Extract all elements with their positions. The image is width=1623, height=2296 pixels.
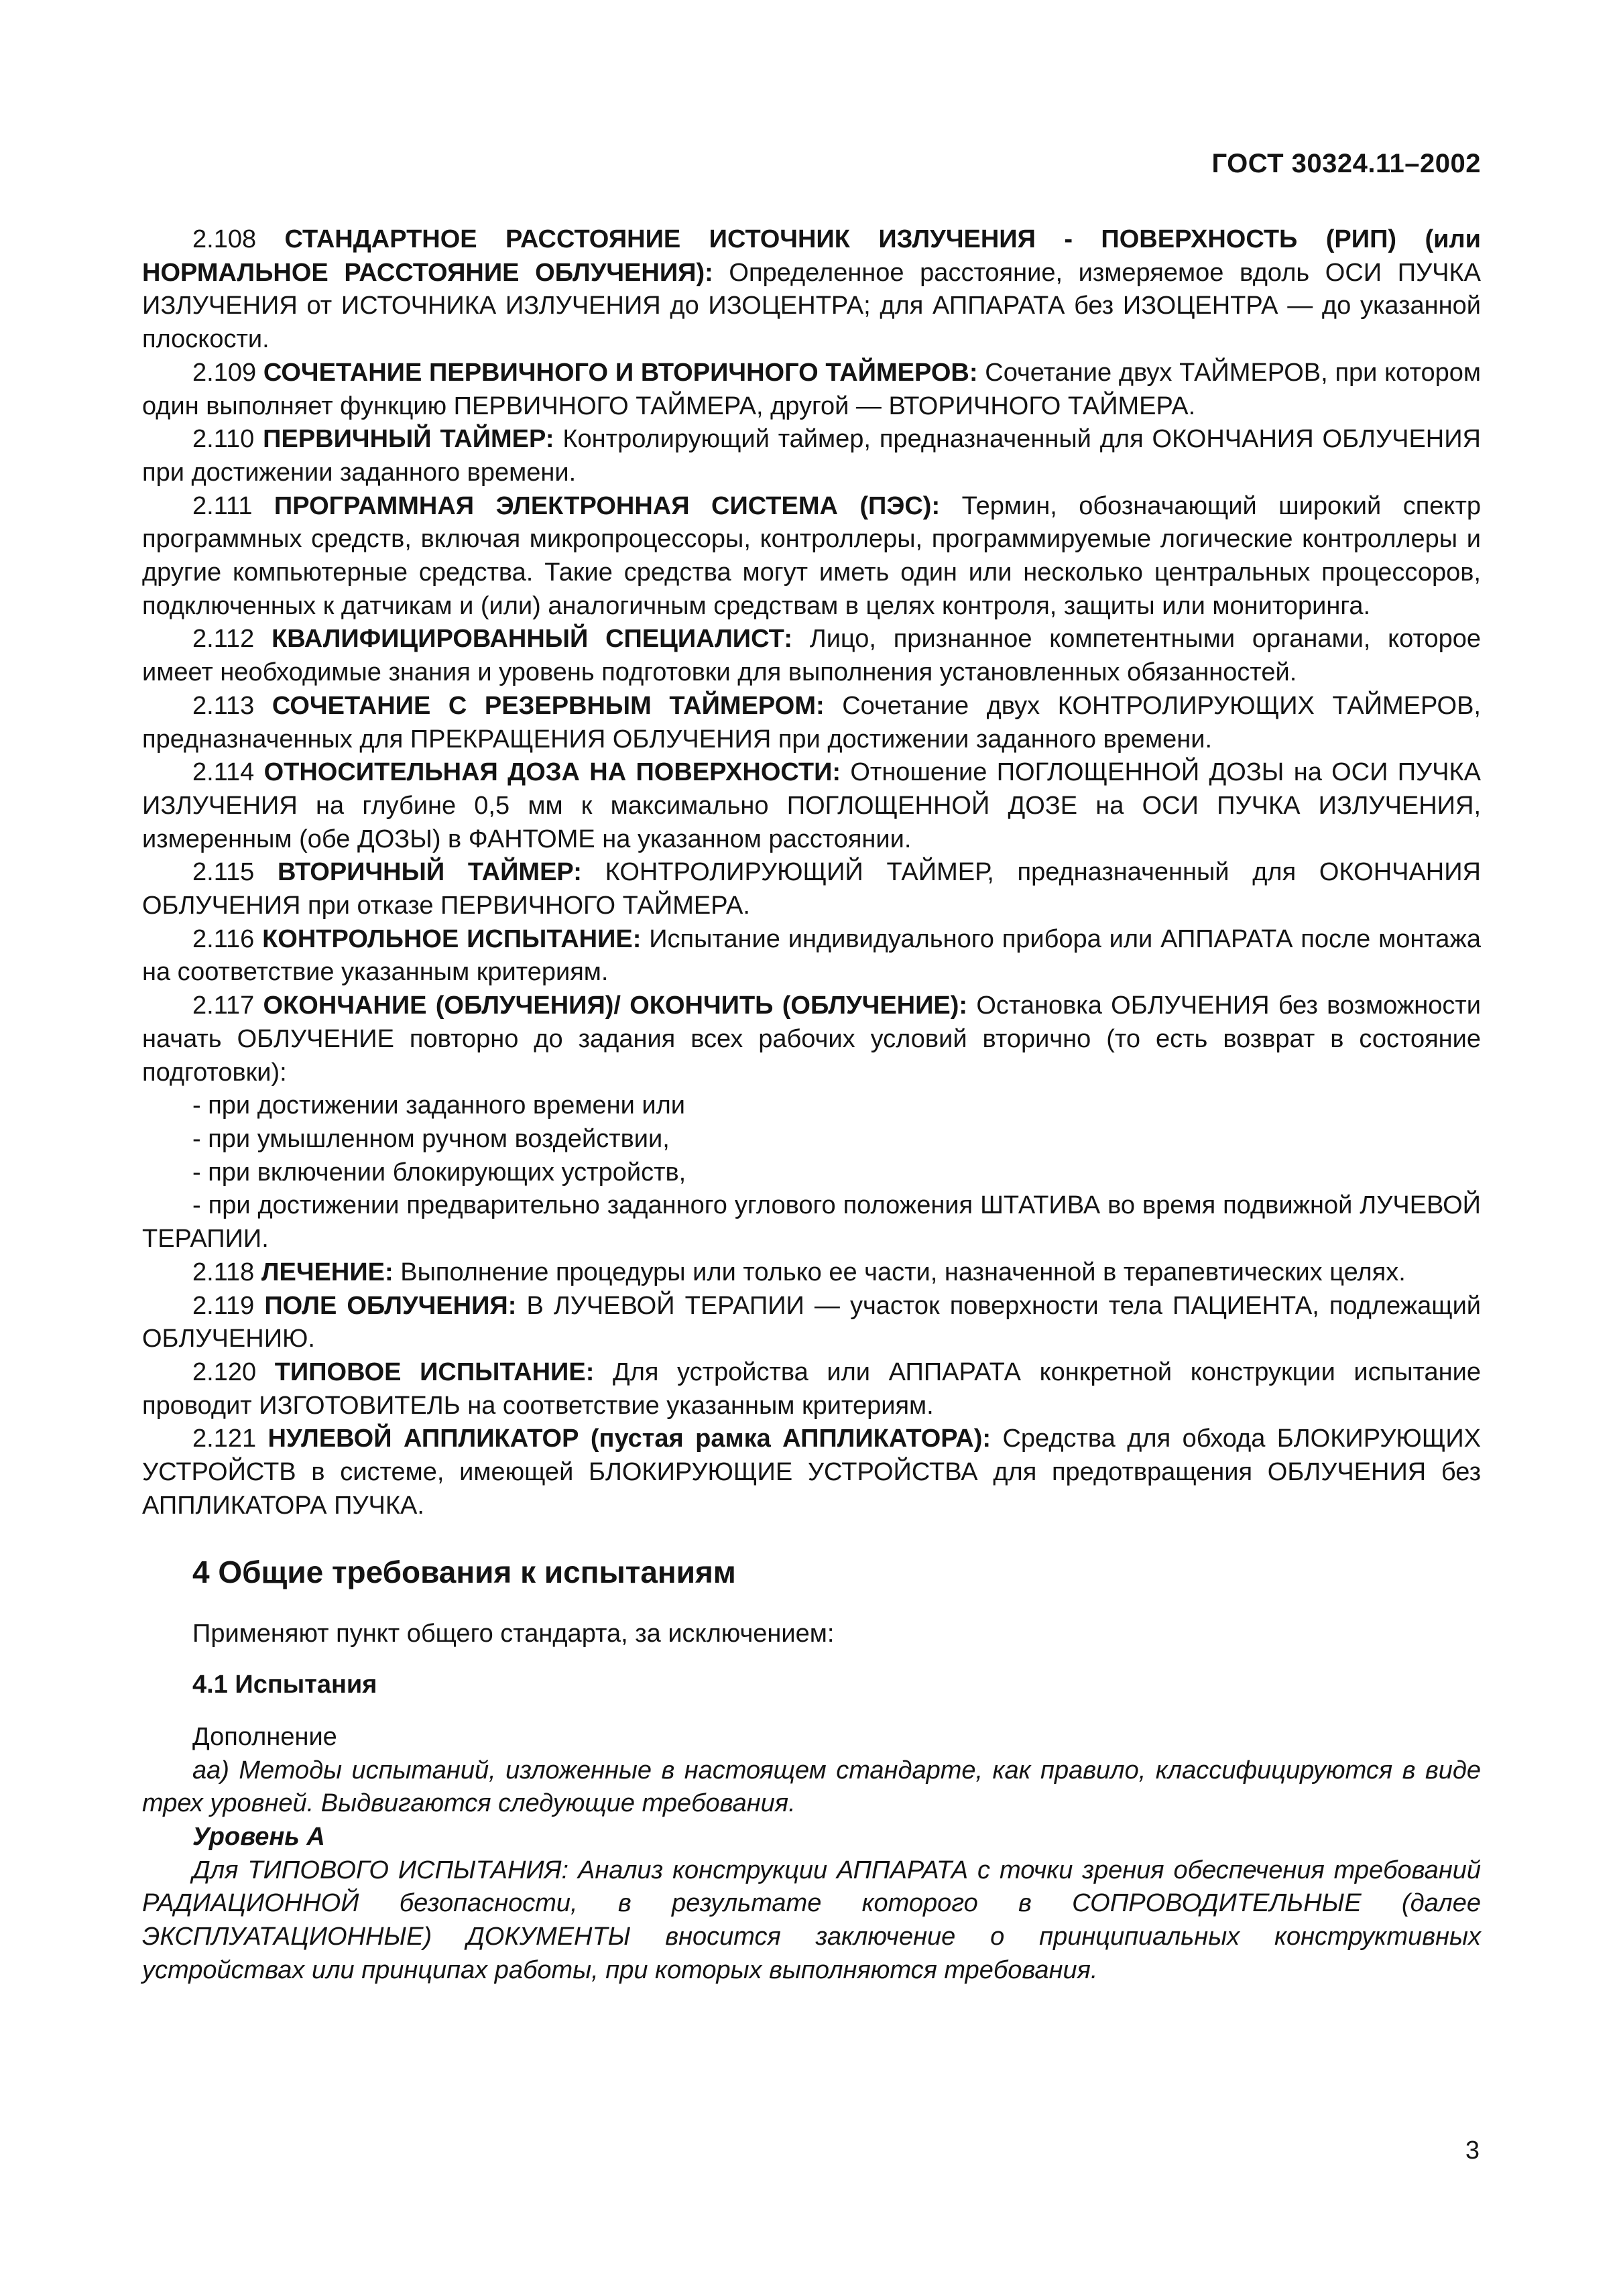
definition-2-117	[142, 989, 1481, 1089]
level-a-label: Уровень А	[192, 1822, 325, 1851]
definition-2-111	[142, 490, 1481, 623]
clause-number: 2.109	[192, 358, 257, 387]
definition-2-119	[142, 1290, 1481, 1356]
definition-text: Контролирующий таймер, предназначенный для ОКОНЧАНИЯ ОБЛУЧЕНИЯ при достижении заданного времени.	[142, 425, 1481, 487]
defined-term: ОТНОСИТЕЛЬНАЯ ДОЗА НА ПОВЕРХНОСТИ:	[263, 758, 841, 787]
definition-text: Сочетание двух КОНТРОЛИРУЮЩИХ ТАЙМЕРОВ, предназначенных для ПРЕКРАЩЕНИЯ ОБЛУЧЕНИЯ при достижении заданного времени.	[142, 691, 1481, 753]
defined-term: ТИПОВОЕ ИСПЫТАНИЕ:	[274, 1357, 595, 1386]
definition-text: В ЛУЧЕВОЙ ТЕРАПИИ — участок поверхности тела ПАЦИЕНТА, подлежащий ОБЛУЧЕНИЮ.	[142, 1291, 1482, 1353]
defined-term: ПРОГРАММНАЯ ЭЛЕКТРОННАЯ СИСТЕМА (ПЭС):	[274, 491, 941, 520]
clause-number: 2.116	[192, 924, 255, 953]
clause-number: 2.108	[192, 225, 257, 253]
definition-2-114	[142, 756, 1481, 856]
defined-term: ВТОРИЧНЫЙ ТАЙМЕР:	[278, 858, 582, 887]
definition-2-121	[142, 1423, 1481, 1522]
addition-label: Дополнение	[192, 1722, 337, 1751]
defined-term: СОЧЕТАНИЕ ПЕРВИЧНОГО И ВТОРИЧНОГО ТАЙМЕРОВ:	[263, 358, 978, 387]
definition-text: Средства для обхода БЛОКИРУЮЩИХ УСТРОЙСТВ в системе, имеющей БЛОКИРУЮЩИЕ УСТРОЙСТВА для предотвращения ОБЛУЧЕНИЯ без АППЛИКАТОРА ПУЧКА.	[142, 1425, 1482, 1520]
clause-number: 2.111	[192, 491, 253, 520]
document-code-header: ГОСТ 30324.11–2002	[1211, 149, 1481, 178]
defined-term: СТАНДАРТНОЕ РАССТОЯНИЕ ИСТОЧНИК ИЗЛУЧЕНИЯ - ПОВЕРХНОСТЬ (РИП) (или НОРМАЛЬНОЕ РАССТОЯНИЕ ОБЛУЧЕНИЯ):	[142, 225, 1481, 287]
defined-term: НУЛЕВОЙ АППЛИКАТОР (пустая рамка АППЛИКАТОРА):	[267, 1425, 991, 1453]
section-heading: 4 Общие требования к испытаниям	[192, 1555, 736, 1590]
defined-term: ПОЛЕ ОБЛУЧЕНИЯ:	[264, 1291, 517, 1320]
definition-2-115	[142, 856, 1481, 922]
definition-2-109	[142, 357, 1481, 423]
level-a-text: Для ТИПОВОГО ИСПЫТАНИЯ: Анализ конструкции АППАРАТА с точки зрения обеспечения требований РАДИАЦИОННОЙ безопасности, в результате которого в СОПРОВОДИТЕЛЬНЫЕ (далее ЭКСПЛУАТАЦИОННЫЕ) ДОКУМЕНТЫ вносится заключение о принципиальных конструктивных устройствах или принципах работы, при которых выполняются требования.	[142, 1856, 1481, 1984]
defined-term: ПЕРВИЧНЫЙ ТАЙМЕР:	[263, 425, 554, 454]
clause-number: 2.118	[192, 1258, 255, 1286]
definition-text: Определенное расстояние, измеряемое вдоль ОСИ ПУЧКА ИЗЛУЧЕНИЯ от ИСТОЧНИКА ИЗЛУЧЕНИЯ до ИЗОЦЕНТРА; для АППАРАТА без ИЗОЦЕНТРА — до указанной плоскости.	[142, 258, 1481, 354]
definition-2-108	[142, 223, 1481, 357]
clause-number: 2.115	[192, 858, 255, 887]
subsection-heading: 4.1 Испытания	[192, 1671, 377, 1699]
page-number: 3	[1465, 2136, 1480, 2165]
clause-number: 2.110	[192, 425, 255, 454]
definition-2-112	[142, 623, 1481, 689]
definition-text: Выполнение процедуры или только ее части, назначенной в терапевтических целях.	[400, 1258, 1406, 1286]
definition-text: Сочетание двух ТАЙМЕРОВ, при котором один выполняет функцию ПЕРВИЧНОГО ТАЙМЕРА, другой — ВТОРИЧНОГО ТАЙМЕРА.	[142, 358, 1481, 420]
clause-number: 2.119	[192, 1291, 255, 1320]
definition-text: Лицо, признанное компетентными органами, которое имеет необходимые знания и уровень подготовки для выполнения установленных обязанностей.	[142, 625, 1481, 687]
defined-term: ОКОНЧАНИЕ (ОБЛУЧЕНИЯ)/ ОКОНЧИТЬ (ОБЛУЧЕНИЕ):	[263, 991, 968, 1020]
section-intro: Применяют пункт общего стандарта, за исключением:	[192, 1620, 835, 1648]
definition-text: Термин, обозначающий широкий спектр программных средств, включая микропроцессоры, контроллеры, программируемые логические контроллеры и другие компьютерные средства. Такие средства могут иметь один или несколько центральных процессоров, подключенных к датчикам и (или) аналогичным средствам в целях контроля, защиты или мониторинга.	[142, 491, 1481, 620]
page-body	[142, 223, 1481, 1987]
item-aa: аа) Методы испытаний, изложенные в настоящем стандарте, как правило, классифицируются в виде трех уровней. Выдвигаются следующие требования.	[142, 1756, 1481, 1818]
defined-term: КОНТРОЛЬНОЕ ИСПЫТАНИЕ:	[262, 924, 642, 953]
definition-text: Испытание индивидуального прибора или АППАРАТА после монтажа на соответствие указанным критериям.	[142, 924, 1481, 987]
clause-number: 2.117	[192, 991, 255, 1020]
list-item: - при включении блокирующих устройств,	[192, 1158, 686, 1187]
defined-term: ЛЕЧЕНИЕ:	[261, 1258, 394, 1286]
clause-number: 2.114	[192, 758, 255, 787]
clause-number: 2.121	[192, 1425, 257, 1453]
definition-2-116	[142, 923, 1481, 989]
definition-text: Для устройства или АППАРАТА конкретной конструкции испытание проводит ИЗГОТОВИТЕЛЬ на соответствие указанным критериям.	[142, 1357, 1481, 1420]
definition-text: Остановка ОБЛУЧЕНИЯ без возможности начать ОБЛУЧЕНИЕ повторно до задания всех рабочих условий вторично (то есть возврат в состояние подготовки):	[142, 991, 1482, 1087]
list-item: - при умышленном ручном воздействии,	[192, 1124, 670, 1153]
clause-number: 2.113	[192, 691, 255, 720]
definition-text: КОНТРОЛИРУЮЩИЙ ТАЙМЕР, предназначенный для ОКОНЧАНИЯ ОБЛУЧЕНИЯ при отказе ПЕРВИЧНОГО ТАЙМЕРА.	[142, 858, 1482, 920]
clause-number: 2.120	[192, 1357, 257, 1386]
definition-2-110	[142, 423, 1481, 489]
definition-2-113	[142, 690, 1481, 756]
list-item: - при достижении предварительно заданного углового положения ШТАТИВА во время подвижной ЛУЧЕВОЙ ТЕРАПИИ.	[142, 1191, 1481, 1254]
clause-number: 2.112	[192, 625, 255, 654]
list-item: - при достижении заданного времени или	[192, 1091, 685, 1120]
definition-2-118	[142, 1256, 1481, 1290]
defined-term: СОЧЕТАНИЕ С РЕЗЕРВНЫМ ТАЙМЕРОМ:	[272, 691, 825, 720]
definition-text: Отношение ПОГЛОЩЕННОЙ ДОЗЫ на ОСИ ПУЧКА ИЗЛУЧЕНИЯ на глубине 0,5 мм к максимально ПОГЛОЩЕННОЙ ДОЗЕ на ОСИ ПУЧКА ИЗЛУЧЕНИЯ, измеренным (обе ДОЗЫ) в ФАНТОМЕ на указанном расстоянии.	[142, 758, 1481, 853]
defined-term: КВАЛИФИЦИРОВАННЫЙ СПЕЦИАЛИСТ:	[272, 625, 792, 654]
definition-2-120	[142, 1356, 1481, 1423]
